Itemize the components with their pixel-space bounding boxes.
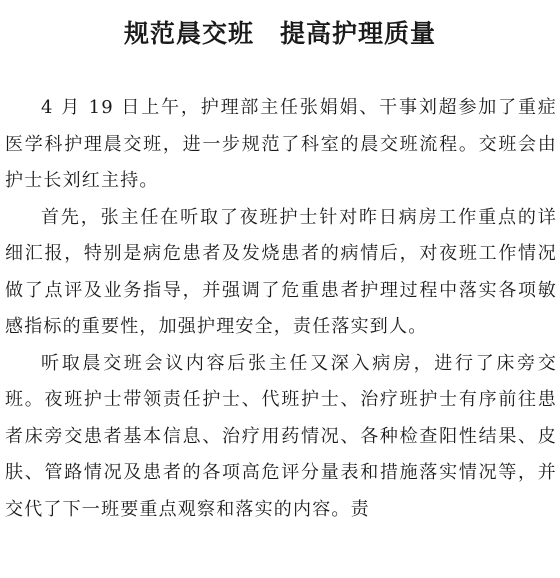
- document-title: 规范晨交班 提高护理质量: [123, 19, 436, 48]
- paragraph-3: 听取晨交班会议内容后张主任又深入病房，进行了床旁交班。夜班护士带领责任护士、代班护士、治疗班护士有序前往患者床旁交患者基本信息、治疗用药情况、各种检查阳性结果、皮肤、管路情况及患者的各项高危评分量表和措施落实情况等，并交代了下一班要重点观察和落实的内容。责: [5, 352, 557, 520]
- paragraph-1: 4 月 19 日上午，护理部主任张娟娟、干事刘超参加了重症医学科护理晨交班，进一步规范了科室的晨交班流程。交班会由护士长刘红主持。: [5, 97, 557, 191]
- document-body: [5, 90, 557, 528]
- paragraph-2: 首先，张主任在听取了夜班护士针对昨日病房工作重点的详细汇报，特别是病危患者及发烧患者的病情后，对夜班工作情况做了点评及业务指导，并强调了危重患者护理过程中落实各项敏感指标的重要性，加强护理安全，责任落实到人。: [5, 206, 557, 337]
